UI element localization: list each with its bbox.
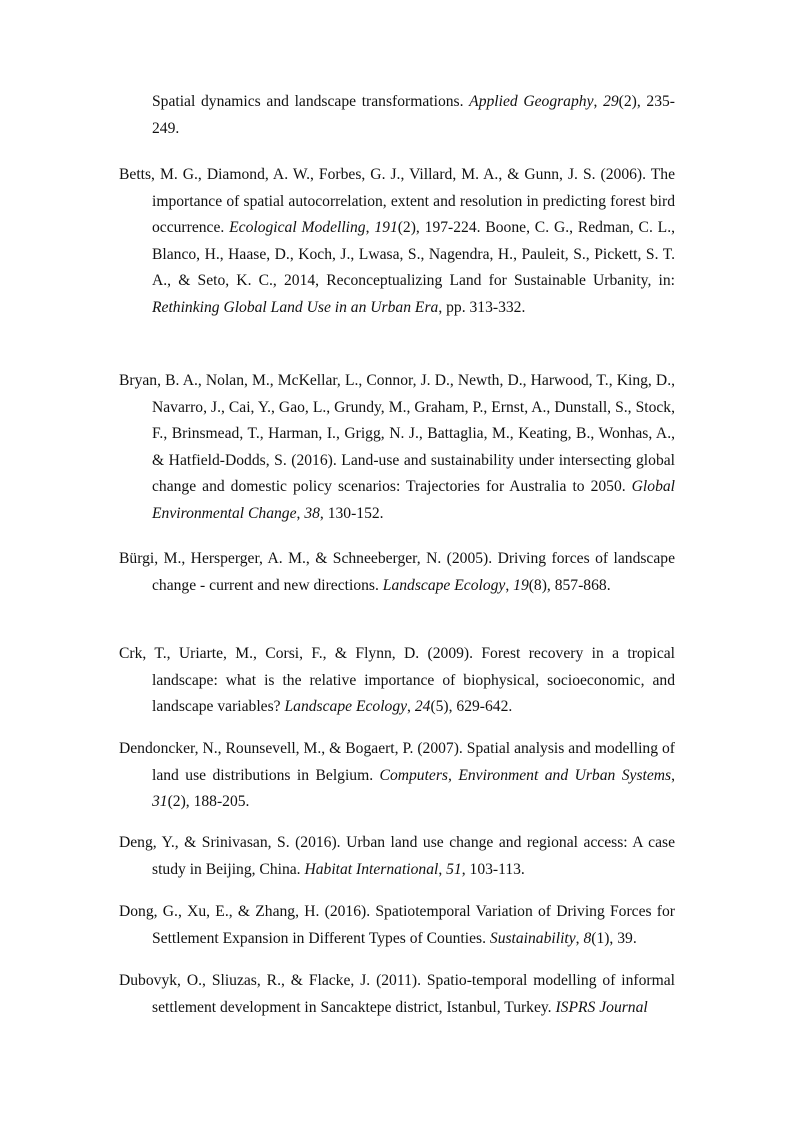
reference-italic-text: Landscape Ecology (284, 698, 408, 716)
reference-italic-text: Habitat International (304, 860, 439, 878)
reference-text: , (296, 504, 305, 522)
reference-text: (2), 235-249. (152, 93, 676, 137)
reference-text: , 130-152. (319, 504, 384, 522)
reference-entry (119, 830, 675, 883)
reference-italic-text: Landscape Ecology (382, 576, 506, 594)
reference-text: , (438, 860, 447, 878)
reference-text: (2), 188-205. (167, 793, 250, 811)
reference-entry (119, 736, 675, 816)
reference-entry (119, 162, 675, 322)
reference-text: Dubovyk, O., Sliuzas, R., & Flacke, J. (2011). Spatio-temporal modelling of informal settlement development in Sancaktepe district, Istanbul, Turkey. (119, 972, 675, 1016)
reference-italic-text: 8 (583, 929, 592, 947)
reference-text: (5), 629-642. (430, 698, 513, 716)
reference-text: (8), 857-868. (528, 576, 611, 594)
reference-text: , (505, 576, 514, 594)
reference-italic-text: Sustainability (489, 929, 576, 947)
reference-italic-text: 191 (374, 219, 398, 237)
reference-italic-text: 31 (152, 793, 168, 811)
reference-text: , (575, 929, 584, 947)
reference-text: Dong, G., Xu, E., & Zhang, H. (2016). Spatiotemporal Variation of Driving Forces for Settlement Expansion in Different Types of Counties. (119, 903, 675, 947)
reference-italic-text: 24 (414, 698, 431, 716)
reference-text: Betts, M. G., Diamond, A. W., Forbes, G. J., Villard, M. A., & Gunn, J. S. (2006). The importance of spatial autocorrelation, extent and resolution in predicting forest bird occurrence. (119, 166, 675, 237)
reference-text: , (593, 93, 604, 110)
reference-text: Bürgi, M., Hersperger, A. M., & Schneeberger, N. (2005). Driving forces of landscape change - current and new directions. (119, 550, 675, 594)
reference-text: Dendoncker, N., Rounsevell, M., & Bogaert, P. (2007). Spatial analysis and modelling of land use distributions in Belgium. (119, 740, 675, 784)
reference-italic-text: 19 (513, 576, 529, 594)
reference-entry (119, 546, 675, 599)
reference-entry (119, 968, 675, 1021)
reference-text: , (365, 219, 375, 237)
reference-text: Crk, T., Uriarte, M., Corsi, F., & Flynn, D. (2009). Forest recovery in a tropical landscape: what is the relative importance of biophysical, socioeconomic, and landscape variables? (119, 645, 675, 716)
reference-italic-text: ISPRS Journal (555, 998, 648, 1016)
reference-text: , pp. 313-332. (438, 298, 526, 316)
reference-entry (119, 368, 675, 528)
reference-text: Bryan, B. A., Nolan, M., McKellar, L., Connor, J. D., Newth, D., Harwood, T., King, D., Navarro, J., Cai, Y., Gao, L., Grundy, M., Graham, P., Ernst, A., Dunstall, S., Stock, F., Brinsmead, T., Harman, I., Grigg, N. J., Battaglia, M., Keating, B., Wonhas, A., & Hatfield-Dodds, S. (2016). Land-use and sustainability under intersecting global change and domestic policy scenarios: Trajectories for Australia to 2050. (119, 372, 675, 496)
reference-text: , (407, 698, 415, 716)
reference-entry (119, 89, 675, 142)
reference-italic-text: Ecological Modelling (229, 219, 366, 237)
reference-italic-text: Global Environmental Change (152, 478, 675, 522)
reference-entry (119, 641, 675, 721)
reference-text: Deng, Y., & Srinivasan, S. (2016). Urban land use change and regional access: A case study in Beijing, China. (119, 834, 675, 878)
reference-italic-text: 38 (304, 504, 320, 522)
reference-entry (119, 899, 675, 952)
reference-text: (1), 39. (591, 929, 637, 947)
reference-text: , (671, 766, 676, 784)
reference-italic-text: 51 (446, 860, 462, 878)
reference-text: (2), 197-224. Boone, C. G., Redman, C. L., Blanco, H., Haase, D., Koch, J., Lwasa, S., Nagendra, H., Pauleit, S., Pickett, S. T. A., & Seto, K. C., 2014, Reconceptualizing Land for Sustainable Urbanity, in: (152, 219, 675, 290)
reference-italic-text: 29 (603, 93, 619, 110)
reference-italic-text: Computers, Environment and Urban Systems (379, 766, 672, 784)
reference-text: Spatial dynamics and landscape transformations. (152, 93, 470, 110)
reference-italic-text: Rethinking Global Land Use in an Urban Era (152, 298, 439, 316)
reference-italic-text: Applied Geography (469, 93, 594, 110)
reference-text: , 103-113. (461, 860, 525, 878)
